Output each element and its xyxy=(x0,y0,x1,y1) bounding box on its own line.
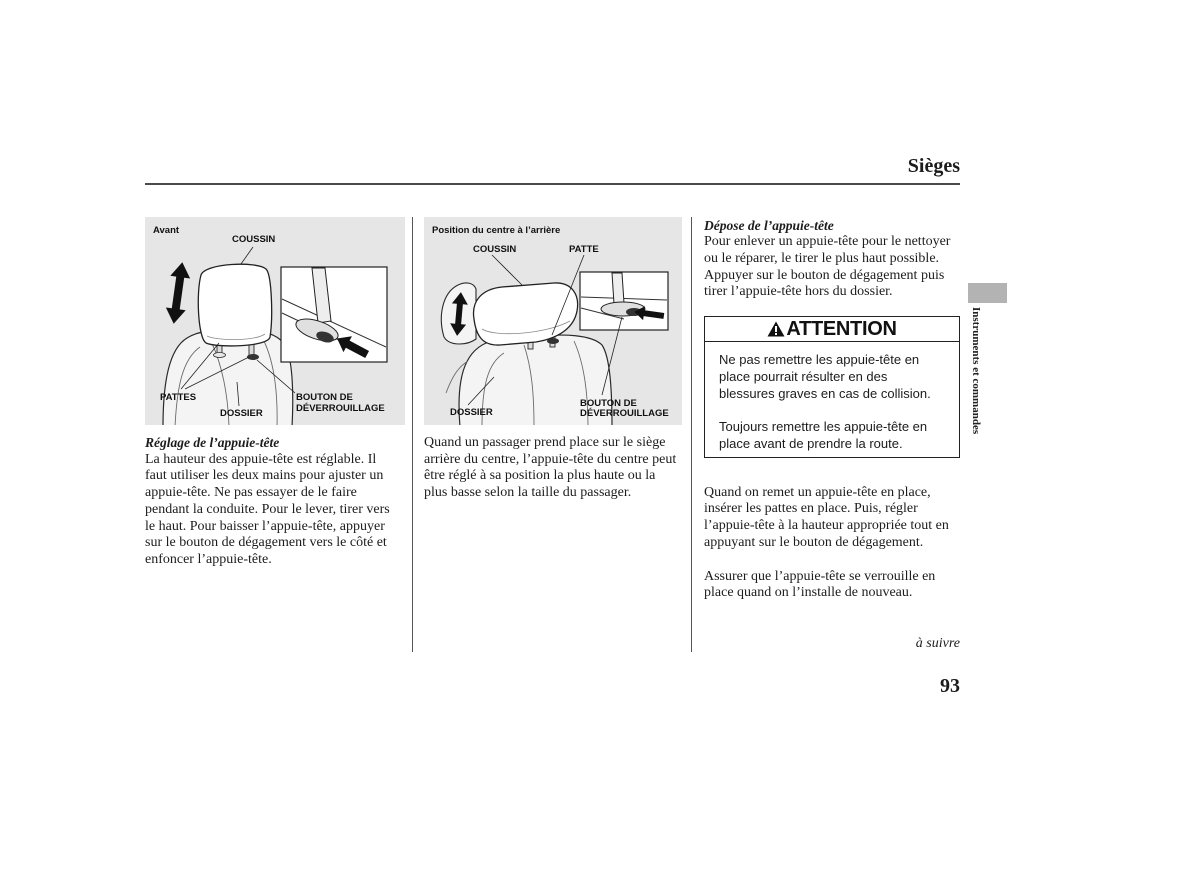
body-line: être réglé à sa position la plus haute ou la xyxy=(424,468,656,484)
section-heading: Réglage de l’appuie-tête xyxy=(145,435,280,450)
page-title: Sièges xyxy=(907,155,960,177)
body-line: Quand un passager prend place sur le siège xyxy=(424,435,666,450)
warning-paragraph xyxy=(719,418,927,452)
column-divider-left xyxy=(412,217,413,652)
center-rear-paragraph xyxy=(424,435,676,502)
warning-line: Toujours remettre les appuie-tête en xyxy=(719,419,928,434)
body-line: enfoncer l’appuie-tête. xyxy=(145,551,272,567)
warning-title: ATTENTION xyxy=(786,318,897,340)
warning-triangle-icon xyxy=(767,321,785,337)
body-line: Assurer que l’appuie-tête se verrouille en xyxy=(704,568,936,584)
label-release-line2: DÉVERROUILLAGE xyxy=(580,407,669,419)
body-line: appuie-tête. Ne pas essayer de le faire xyxy=(145,485,357,501)
section-side-label: Instruments et commandes xyxy=(970,307,982,435)
label-tabs: PATTES xyxy=(160,391,197,403)
figure-rear-center-headrest xyxy=(424,217,682,425)
lock-check-paragraph xyxy=(704,569,935,602)
body-line: ou le réparer, le tirer le plus haut possible. xyxy=(704,250,940,266)
adjust-headrest-section xyxy=(145,435,390,569)
body-line: place quand on l’installe de nouveau. xyxy=(704,585,913,601)
label-cushion: COUSSIN xyxy=(232,233,276,245)
warning-line: Ne pas remettre les appuie-tête en xyxy=(719,352,920,367)
page-number: 93 xyxy=(940,675,960,697)
continued-note: à suivre xyxy=(915,636,960,651)
body-line: l’appuie-tête à la hauteur appropriée tout en xyxy=(704,517,949,533)
body-line: La hauteur des appuie-tête est réglable. Il xyxy=(145,451,377,467)
figure-caption: Position du centre à l’arrière xyxy=(432,224,561,236)
body-line: tirer l’appuie-tête hors du dossier. xyxy=(704,284,893,300)
body-line: Quand on remet un appuie-tête en place, xyxy=(704,484,931,500)
body-line: insérer les pattes en place. Puis, régler xyxy=(704,501,918,517)
label-release-line1: BOUTON DE xyxy=(296,391,353,403)
reinstall-paragraph xyxy=(704,485,949,552)
label-tab: PATTE xyxy=(569,243,599,255)
label-cushion: COUSSIN xyxy=(473,243,517,255)
inset-headrest-post xyxy=(612,273,624,304)
figure-caption: Avant xyxy=(153,224,180,236)
headrest-cushion-shape xyxy=(198,264,271,346)
label-release-line2: DÉVERROUILLAGE xyxy=(296,402,385,414)
body-line: le haut. Pour baisser l’appuie-tête, appuyer xyxy=(145,518,385,534)
body-line: arrière du centre, l’appuie-tête du centre peut xyxy=(424,451,677,467)
remove-headrest-section xyxy=(704,218,950,302)
body-line: sur le bouton de dégagement vers le côté et xyxy=(145,535,387,551)
label-backrest: DOSSIER xyxy=(450,406,493,418)
section-heading: Dépose de l’appuie-tête xyxy=(704,217,834,233)
post-collar-left xyxy=(214,353,226,358)
label-backrest: DOSSIER xyxy=(220,407,263,419)
warning-line: place avant de prendre la route. xyxy=(719,436,903,451)
rear-center-headrest-illustration xyxy=(424,217,682,425)
warning-line: blessures graves en cas de collision. xyxy=(719,386,931,401)
label-release-line1: BOUTON DE xyxy=(580,397,637,409)
section-thumb-tab xyxy=(968,283,1007,303)
figure-front-headrest xyxy=(145,217,405,425)
warning-line: place pourrait résulter en des xyxy=(719,369,888,384)
body-line: pendant la conduite. Pour le lever, tirer vers xyxy=(145,501,390,517)
warning-header xyxy=(705,317,959,342)
body-line: appuyant sur le bouton de dégagement. xyxy=(704,534,924,550)
attention-warning-box xyxy=(704,316,960,458)
warning-paragraph xyxy=(719,351,931,402)
body-line: faut utiliser les deux mains pour ajuster un xyxy=(145,468,384,484)
body-line: Appuyer sur le bouton de dégagement puis xyxy=(704,267,945,283)
double-arrow-icon xyxy=(164,261,192,325)
header-rule xyxy=(145,183,960,185)
body-line: plus basse selon la taille du passager. xyxy=(424,485,632,501)
body-line: Pour enlever un appuie-tête pour le nettoyer xyxy=(704,234,951,250)
column-divider-right xyxy=(691,217,692,652)
detail-inset-frame xyxy=(281,267,387,362)
